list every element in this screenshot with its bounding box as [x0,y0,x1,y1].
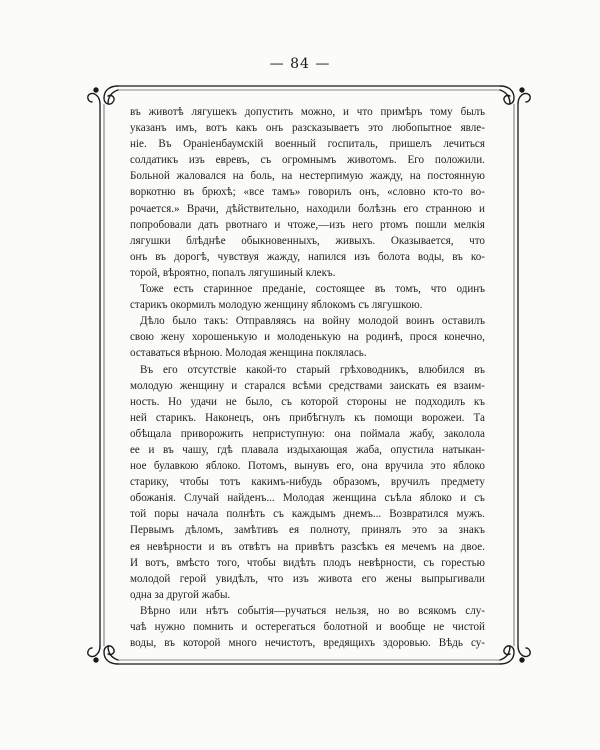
text-line: Въ его отсутствіе какой-то старый грѣховодникъ, влюбился въ [140,363,485,376]
corner-ornament-top-left [88,86,118,104]
text-line: Больной жаловался на боль, на нестерпимую жажду, на постоянную [130,170,485,183]
text-line: старикъ окормилъ молодую женщину яблокомъ съ лягушкою. [130,299,423,312]
text-line: обожанія. Случай найденъ... Молодая женщина съѣла яблоко и съ [130,492,485,505]
text-line: свою жену хорошенькую и молоденькую на родинѣ, прося конечно, [130,331,485,344]
text-line: оставаться вѣрною. Молодая женщина поклялась. [130,347,367,360]
text-line: молодую женщину и старался всѣми средствами заискать ея взаим- [130,379,485,392]
corner-ornament-bottom-left [88,646,118,664]
text-line: воркотню въ брюхѣ; «все тамъ» говорилъ онъ, «словно кто-то во- [130,186,485,199]
corner-ornament-top-right [500,86,530,104]
text-line: И вотъ, вмѣсто того, чтобы видѣть плодъ невѣрности, съ горестью [130,556,485,569]
text-line: одна за другой жабы. [130,588,231,601]
body-text [130,104,485,651]
page-number: — 84 — [269,56,331,72]
text-line: рочается.» Врачи, дѣйствительно, находили болѣзнь его странною и [130,202,485,215]
text-line: молодой герой увидѣлъ, что изъ живота его жены выпрыгивали [130,572,485,585]
text-line: онъ въ дорогѣ, чувствуя жажду, напился изъ болота воды, въ ко- [130,250,485,263]
text-line: попробовали дать рвотнаго и чтоже,—изъ него ртомъ пошли мелкія [130,218,485,231]
text-line: Тоже есть старинное преданіе, состоящее въ томъ, что одинъ [140,283,485,296]
text-line: ное булавкою яблоко. Потомъ, вынувъ его, она вручила это яблоко [130,460,485,473]
corner-ornament-bottom-right [500,646,530,664]
text-line: той поры начала полнѣть съ каждымъ днемъ... Возвратился мужъ. [130,508,485,521]
text-line: лягушки блѣднѣе обыкновенныхъ, живыхъ. Оказывается, что [130,234,485,247]
text-line: чаѣ нужно помнить и остерегаться болотной и вообще не чистой [130,621,485,633]
text-line: Дѣло было такъ: Отправляясь на войну молодой воинъ оставилъ [140,315,485,328]
text-line: ея невѣрности и въ отвѣтъ на привѣтъ разсѣкъ ея мечемъ на двое. [130,540,485,553]
text-line: Первымъ дѣломъ, замѣтивъ ея полноту, принялъ это за знакъ [130,524,485,537]
text-line: указанъ имъ, вотъ какъ онъ разсказываетъ это любопытное явле- [130,122,485,135]
text-line: ней старикъ. Наконецъ, онъ прибѣгнулъ къ помощи ворожеи. Та [130,411,485,424]
text-line: воды, въ которой много нечистотъ, вредящихъ здоровью. Вѣдь су- [130,637,485,650]
text-line: въ животѣ лягушекъ допустить можно, и что примѣръ тому былъ [130,106,485,118]
text-line: ее и въ чашу, гдѣ плавала издыхающая жаба, опустила натыкан- [130,443,485,456]
text-line: ніе. Въ Ораніенбаумскій военный госпиталь, пришелъ лечиться [130,138,485,151]
text-line: обѣщала приворожить неприступную: она поймала жабу, заколола [130,427,485,440]
text-line: Вѣрно или нѣтъ событія—ручаться нельзя, но во всякомъ слу- [140,604,485,617]
text-line: старику, чтобы тотъ какимъ-нибудь образомъ, вручилъ предмету [130,476,485,489]
text-line: солдатикъ изъ евревъ, съ огромнымъ животомъ. Его положили. [130,154,485,167]
text-line: ность. Но удачи не было, съ которой стороны не подходилъ къ [130,395,485,408]
text-line: торой, вѣроятно, попалъ лягушиный клекъ. [130,266,336,279]
